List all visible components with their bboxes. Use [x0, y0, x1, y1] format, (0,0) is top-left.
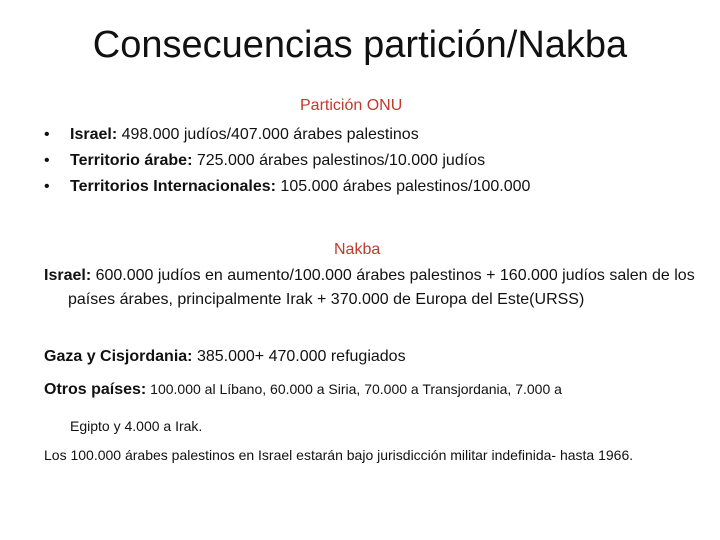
nakba-note-paragraph: Los 100.000 árabes palestinos en Israel estarán bajo jurisdicción militar indefinida- hasta 1966. [44, 447, 634, 463]
bullet-icon: • [44, 126, 50, 143]
gaza-text: 385.000+ 470.000 refugiados [192, 348, 406, 365]
nakba-otros-continuation: Egipto y 4.000 a Irak. [70, 418, 203, 434]
bullet-icon: • [44, 152, 50, 169]
heading-particion-onu: Partición ONU [300, 97, 403, 114]
item-text: 725.000 árabes palestinos/10.000 judíos [192, 152, 486, 169]
nakba-israel-paragraph [44, 264, 704, 312]
israel-text: 600.000 judíos en aumento/100.000 árabes palestinos + 160.000 judíos salen de los países árabes, principalmente Irak + 370.000 de Europa del Este(URSS) [68, 267, 695, 308]
gaza-label: Gaza y Cisjordania: [44, 348, 193, 365]
israel-label: Israel: [44, 267, 92, 284]
list-item [44, 174, 704, 200]
item-label: Territorios Internacionales: [70, 178, 276, 195]
item-label: Territorio árabe: [70, 152, 193, 169]
page-title: Consecuencias partición/Nakba [92, 24, 628, 66]
otros-label: Otros países: [44, 381, 147, 398]
item-text: 105.000 árabes palestinos/100.000 [275, 178, 531, 195]
item-label: Israel: [70, 126, 118, 143]
item-text: 498.000 judíos/407.000 árabes palestinos [117, 126, 419, 143]
nakba-gaza-paragraph [44, 345, 704, 369]
otros-text: 100.000 al Líbano, 60.000 a Siria, 70.000 a Transjordania, 7.000 a [146, 381, 562, 397]
heading-nakba: Nakba [334, 241, 381, 258]
bullet-icon: • [44, 178, 50, 195]
list-item [44, 122, 704, 148]
particion-bullet-list [44, 122, 704, 200]
list-item [44, 148, 704, 174]
nakba-otros-paragraph [44, 377, 704, 402]
